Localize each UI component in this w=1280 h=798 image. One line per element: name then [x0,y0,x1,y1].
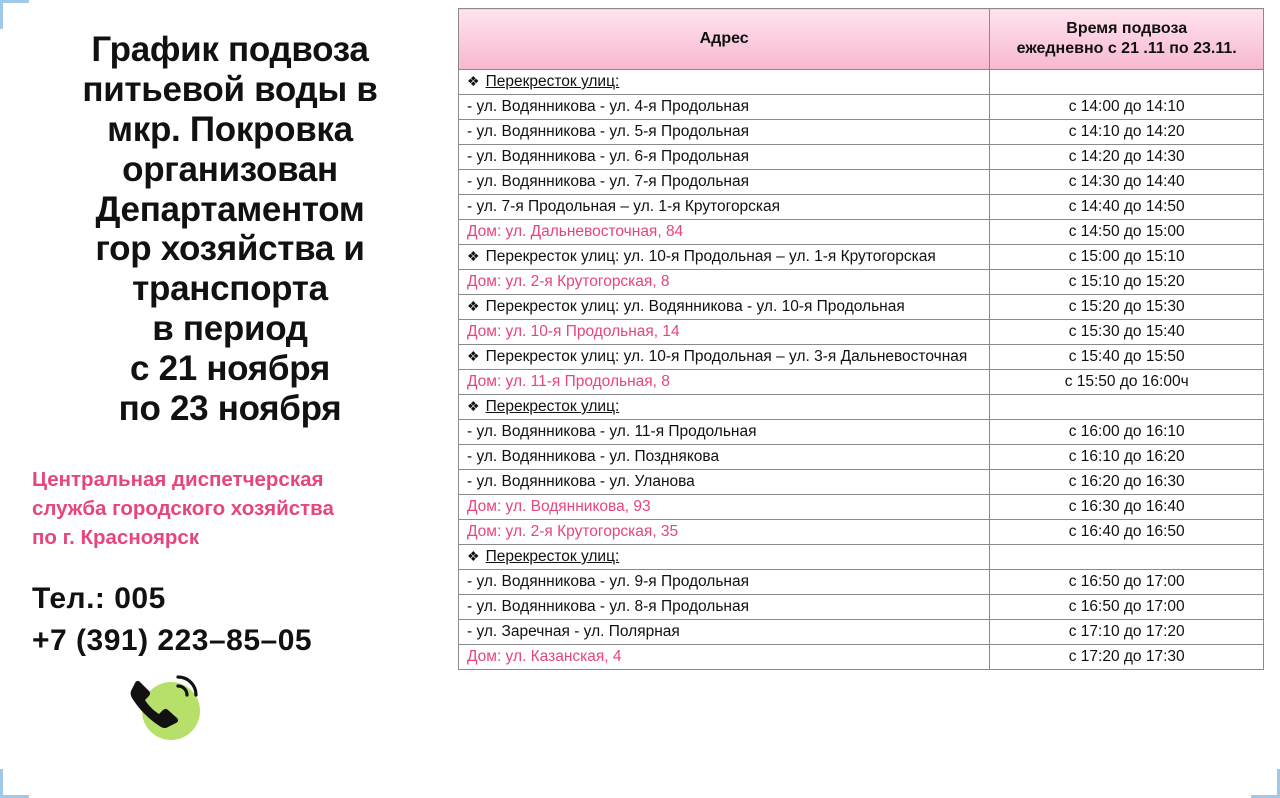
info-panel [0,0,450,798]
cell-address: - ул. Водянникова - ул. 11-я Продольная [459,420,990,445]
cell-address: - ул. Водянникова - ул. 7-я Продольная [459,170,990,195]
table-header-row [459,9,1264,70]
table-row [459,170,1264,195]
diamond-bullet-icon: ❖ [467,398,480,414]
cell-address: Дом: ул. 10-я Продольная, 14 [459,320,990,345]
title-line: График подвоза [91,30,369,69]
cell-time: с 15:00 до 15:10 [990,245,1264,270]
phone-full-number: +7 (391) 223–85–05 [32,624,313,658]
cell-address: - ул. Водянникова - ул. 5-я Продольная [459,120,990,145]
cell-address: Дом: ул. Водянникова, 93 [459,495,990,520]
cell-time: с 17:10 до 17:20 [990,620,1264,645]
table-row [459,120,1264,145]
table-row [459,620,1264,645]
table-row [459,395,1264,420]
cell-time: с 16:50 до 17:00 [990,595,1264,620]
cell-address [459,395,990,420]
header-time-line2: ежедневно с 21 .11 по 23.11. [1016,40,1237,57]
address-text: Перекресток улиц: ул. 10-я Продольная – ул. 3-я Дальневосточная [485,348,968,365]
dispatch-line: по г. Красноярск [32,526,200,550]
corner-mark-bottom-right [1251,769,1280,798]
cell-address [459,295,990,320]
diamond-bullet-icon: ❖ [467,248,480,264]
table-row [459,345,1264,370]
cell-time: с 15:10 до 15:20 [990,270,1264,295]
cell-address: - ул. Водянникова - ул. Уланова [459,470,990,495]
contact-block [24,582,436,658]
cell-address: - ул. 7-я Продольная – ул. 1-я Крутогорская [459,195,990,220]
table-row [459,445,1264,470]
cell-address: - ул. Водянникова - ул. Позднякова [459,445,990,470]
title-line: гор хозяйства и [95,229,365,269]
diamond-bullet-icon: ❖ [467,298,480,314]
diamond-bullet-icon: ❖ [467,73,480,89]
cell-time: с 17:20 до 17:30 [990,645,1264,670]
table-row [459,320,1264,345]
dispatch-line: Центральная диспетчерская [32,467,324,491]
diamond-bullet-icon: ❖ [467,348,480,364]
cell-time: с 16:10 до 16:20 [990,445,1264,470]
cell-time: с 15:50 до 16:00ч [990,370,1264,395]
address-text: Перекресток улиц: [485,73,620,90]
cell-time: с 16:30 до 16:40 [990,495,1264,520]
cell-time [990,395,1264,420]
cell-time: с 16:00 до 16:10 [990,420,1264,445]
phone-short-label: Тел.: 005 [32,582,166,616]
cell-address: Дом: ул. Казанская, 4 [459,645,990,670]
table-body [459,70,1264,670]
cell-time: с 15:40 до 15:50 [990,345,1264,370]
header-address: Адрес [459,9,990,70]
table-row [459,645,1264,670]
cell-time: с 14:50 до 15:00 [990,220,1264,245]
table-row [459,420,1264,445]
cell-time: с 16:40 до 16:50 [990,520,1264,545]
title-line: с 21 ноября [130,349,330,389]
cell-time [990,70,1264,95]
title-line: транспорта [132,269,328,309]
title-line: в период [152,309,308,349]
table-row [459,595,1264,620]
cell-time: с 14:10 до 14:20 [990,120,1264,145]
cell-address [459,245,990,270]
table-row [459,495,1264,520]
dispatch-service-text [24,465,436,552]
dispatch-line: служба городского хозяйства [32,497,334,521]
cell-time: с 14:20 до 14:30 [990,145,1264,170]
cell-address [459,70,990,95]
cell-time: с 14:00 до 14:10 [990,95,1264,120]
title-line: питьевой воды в [82,69,378,109]
water-delivery-schedule-table [458,8,1264,670]
cell-address: Дом: ул. 2-я Крутогорская, 8 [459,270,990,295]
cell-time [990,545,1264,570]
cell-time: с 15:30 до 15:40 [990,320,1264,345]
page-title [24,30,436,429]
cell-address: - ул. Заречная - ул. Полярная [459,620,990,645]
phone-icon-area [24,664,436,744]
table-row [459,70,1264,95]
title-line: мкр. Покровка [107,109,353,149]
table-row [459,570,1264,595]
header-time [990,9,1264,70]
cell-address: - ул. Водянникова - ул. 8-я Продольная [459,595,990,620]
table-row [459,520,1264,545]
cell-address: Дом: ул. 2-я Крутогорская, 35 [459,520,990,545]
title-line: организован [122,149,338,189]
table-row [459,145,1264,170]
address-text: Перекресток улиц: [485,548,620,565]
table-row [459,95,1264,120]
cell-address: Дом: ул. Дальневосточная, 84 [459,220,990,245]
cell-time: с 15:20 до 15:30 [990,295,1264,320]
table-row [459,295,1264,320]
address-text: Перекресток улиц: ул. 10-я Продольная – ул. 1-я Крутогорская [485,248,936,265]
table-row [459,220,1264,245]
cell-time: с 16:20 до 16:30 [990,470,1264,495]
table-row [459,470,1264,495]
cell-address: - ул. Водянникова - ул. 6-я Продольная [459,145,990,170]
header-time-line1: Время подвоза [1066,20,1188,37]
table-row [459,195,1264,220]
table-row [459,270,1264,295]
diamond-bullet-icon: ❖ [467,548,480,564]
address-text: Перекресток улиц: [485,398,620,415]
cell-time: с 14:30 до 14:40 [990,170,1264,195]
cell-address: - ул. Водянникова - ул. 9-я Продольная [459,570,990,595]
table-row [459,545,1264,570]
table-row [459,245,1264,270]
cell-address [459,545,990,570]
address-text: Перекресток улиц: ул. Водянникова - ул. 10-я Продольная [485,298,905,315]
cell-address: - ул. Водянникова - ул. 4-я Продольная [459,95,990,120]
phone-ringing-icon [120,666,210,742]
cell-time: с 14:40 до 14:50 [990,195,1264,220]
cell-address: Дом: ул. 11-я Продольная, 8 [459,370,990,395]
table-row [459,370,1264,395]
cell-address [459,345,990,370]
title-line: по 23 ноября [118,389,342,429]
title-line: Департаментом [95,189,365,229]
schedule-table-area [450,0,1280,798]
cell-time: с 16:50 до 17:00 [990,570,1264,595]
